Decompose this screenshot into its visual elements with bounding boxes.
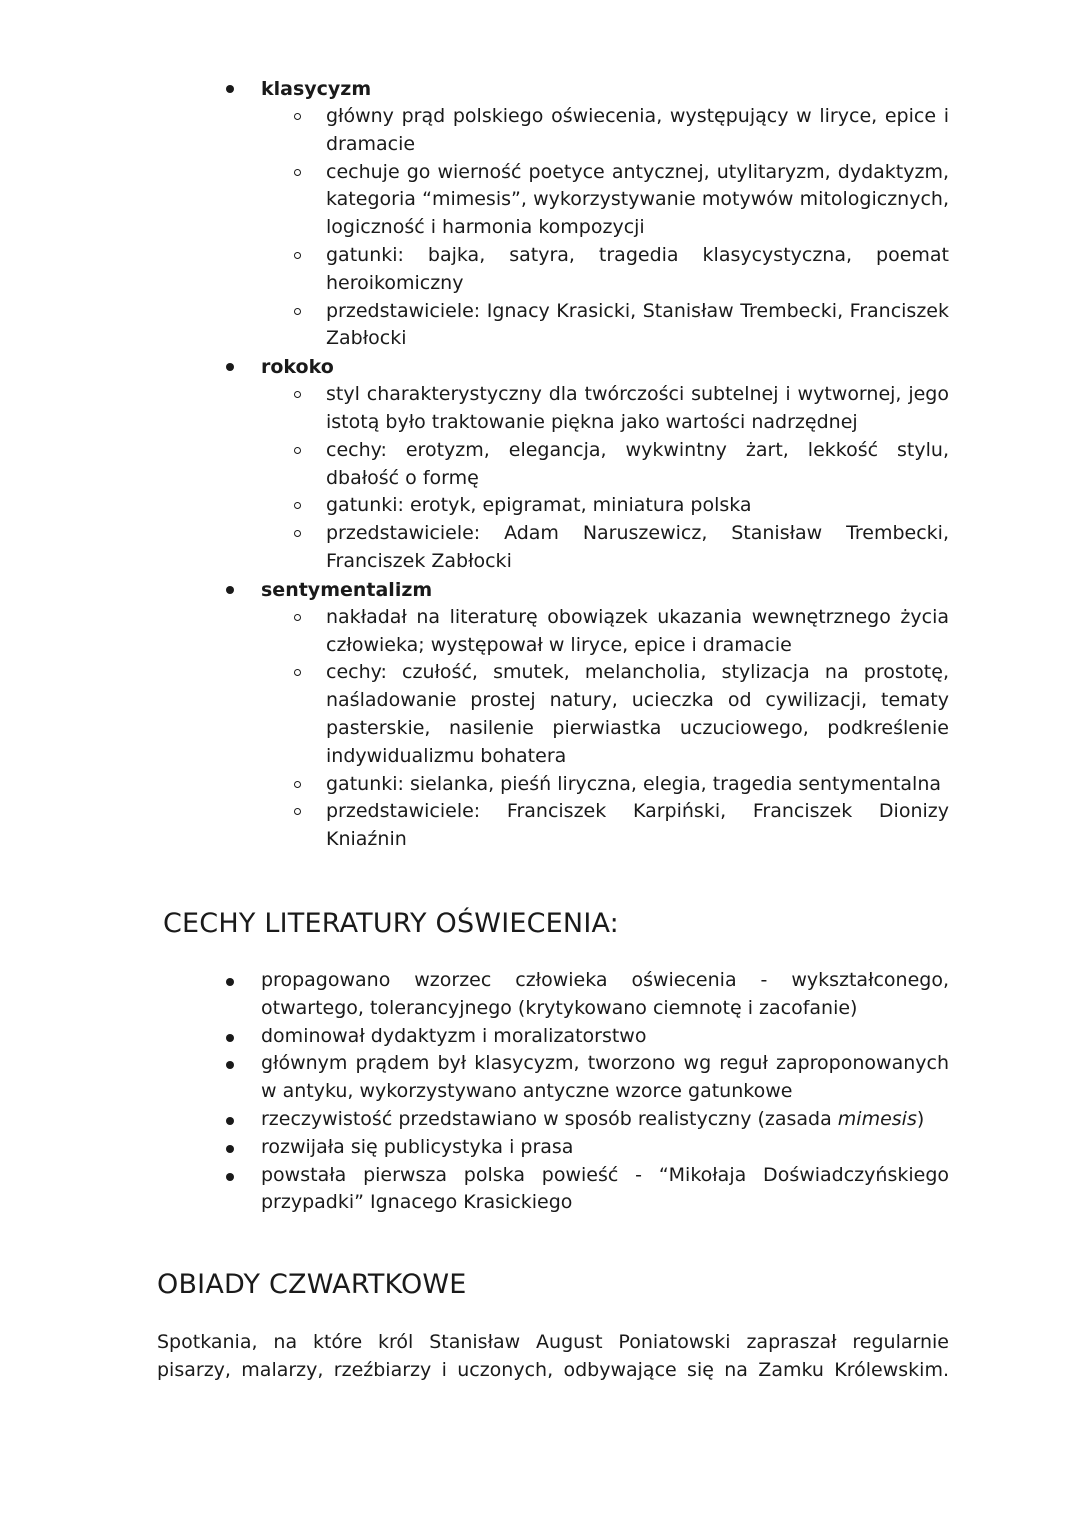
movement-title: klasycyzm bbox=[261, 78, 372, 100]
list-item: główny prąd polskiego oświecenia, występujący w liryce, epice i dramacie bbox=[326, 103, 949, 159]
list-item: styl charakterystyczny dla twórczości subtelnej i wytwornej, jego istotą było traktowanie piękna jako wartości nadrzędnej bbox=[326, 381, 949, 437]
bullet-dot-icon bbox=[226, 1034, 234, 1042]
list-item: przedstawiciele: Adam Naruszewicz, Stanisław Trembecki, Franciszek Zabłocki bbox=[326, 520, 949, 576]
list-item: rzeczywistość przedstawiano w sposób realistyczny (zasada mimesis) bbox=[261, 1106, 949, 1134]
list-item: propagowano wzorzec człowieka oświecenia - wykształconego, otwartego, tolerancyjnego (krytykowano ciemnotę i zacofanie) bbox=[261, 967, 949, 1023]
list-item: nakładał na literaturę obowiązek ukazania wewnętrznego życia człowieka; występował w liryce, epice i dramacie bbox=[326, 604, 949, 660]
movement-title: sentymentalizm bbox=[261, 578, 433, 601]
movement-details-list bbox=[261, 604, 949, 854]
bullet-dot-icon bbox=[226, 1061, 234, 1069]
list-item: gatunki: sielanka, pieśń liryczna, elegia, tragedia sentymentalna bbox=[326, 771, 949, 799]
list-item: cechy: erotyzm, elegancja, wykwintny żart, lekkość stylu, dbałość o formę bbox=[326, 437, 949, 493]
circle-bullet-icon bbox=[294, 252, 301, 259]
movement-rokoko bbox=[0, 353, 949, 576]
movements-section bbox=[0, 75, 949, 854]
circle-bullet-icon bbox=[294, 530, 301, 537]
circle-bullet-icon bbox=[294, 614, 301, 621]
list-item: głównym prądem był klasycyzm, tworzono wg reguł zaproponowanych w antyku, wykorzystywano antyczne wzorce gatunkowe bbox=[261, 1050, 949, 1106]
circle-bullet-icon bbox=[294, 669, 301, 676]
bullet-dot-icon bbox=[226, 85, 234, 93]
obiady-paragraph: Spotkania, na które król Stanisław August Poniatowski zapraszał regularnie pisarzy, malarzy, rzeźbiarzy i uczonych, odbywające się na Zamku Królewskim. bbox=[157, 1331, 949, 1381]
list-item: przedstawiciele: Ignacy Krasicki, Stanisław Trembecki, Franciszek Zabłocki bbox=[326, 298, 949, 354]
bullet-dot-icon bbox=[226, 363, 234, 371]
features-heading: CECHY LITERATURY OŚWIECENIA: bbox=[163, 908, 619, 939]
movement-details-list bbox=[261, 381, 949, 576]
circle-bullet-icon bbox=[294, 808, 301, 815]
bullet-dot-icon bbox=[226, 978, 234, 986]
list-item: gatunki: erotyk, epigramat, miniatura polska bbox=[326, 492, 949, 520]
list-item: cechuje go wierność poetyce antycznej, utylitaryzm, dydaktyzm, kategoria “mimesis”, wykorzystywanie motywów mitologicznych, logiczność i harmonia kompozycji bbox=[326, 159, 949, 242]
circle-bullet-icon bbox=[294, 391, 301, 398]
circle-bullet-icon bbox=[294, 113, 301, 120]
list-item: dominował dydaktyzm i moralizatorstwo bbox=[261, 1023, 949, 1051]
italic-term: mimesis bbox=[837, 1107, 917, 1130]
circle-bullet-icon bbox=[294, 308, 301, 315]
movement-klasycyzm bbox=[0, 75, 949, 353]
movement-title: rokoko bbox=[261, 356, 334, 379]
bullet-dot-icon bbox=[226, 1173, 234, 1181]
list-item: powstała pierwsza polska powieść - “Mikołaja Doświadczyńskiego przypadki” Ignacego Krasickiego bbox=[261, 1162, 949, 1218]
list-item: rozwijała się publicystyka i prasa bbox=[261, 1134, 949, 1162]
features-list bbox=[261, 967, 949, 1217]
movement-sentymentalizm bbox=[0, 576, 949, 854]
list-item: gatunki: bajka, satyra, tragedia klasycystyczna, poemat heroikomiczny bbox=[326, 242, 949, 298]
circle-bullet-icon bbox=[294, 447, 301, 454]
bullet-dot-icon bbox=[226, 1145, 234, 1153]
bullet-dot-icon bbox=[226, 1117, 234, 1125]
list-item: przedstawiciele: Franciszek Karpiński, Franciszek Dionizy Kniaźnin bbox=[326, 798, 949, 854]
obiady-heading: OBIADY CZWARTKOWE bbox=[157, 1269, 467, 1300]
movement-details-list bbox=[261, 103, 949, 353]
circle-bullet-icon bbox=[294, 169, 301, 176]
bullet-dot-icon bbox=[226, 586, 234, 594]
circle-bullet-icon bbox=[294, 781, 301, 788]
circle-bullet-icon bbox=[294, 502, 301, 509]
list-item: cechy: czułość, smutek, melancholia, stylizacja na prostotę, naśladowanie prostej natury, ucieczka od cywilizacji, tematy pasterskie, nasilenie pierwiastka uczuciowego, podkreślenie indywidualizmu bohatera bbox=[326, 659, 949, 770]
